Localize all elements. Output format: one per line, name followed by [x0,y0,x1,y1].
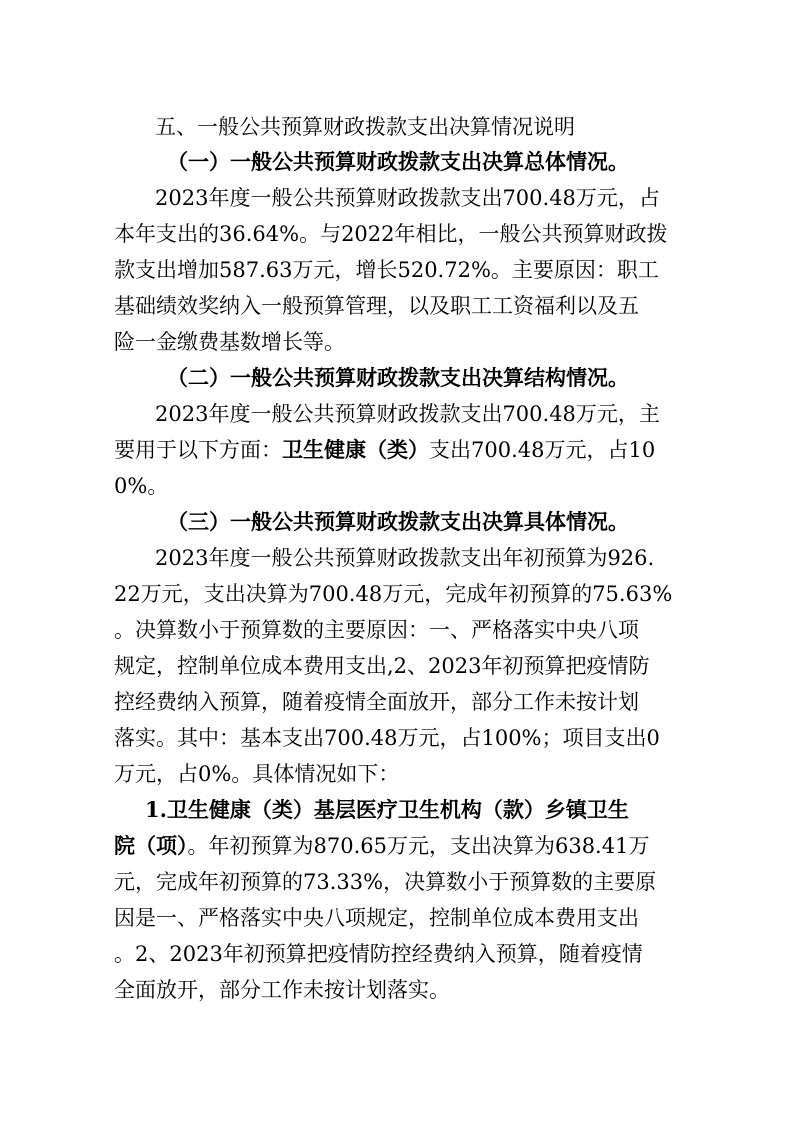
item-1-line: 全面放开，部分工作未按计划落实。 [114,978,450,1002]
item-1-text: 。年初预算为870.65万元，支出决算为638.41万 [187,834,650,858]
paragraph-3-line: 2023年度一般公共预算财政拨款支出年初预算为926. [155,546,655,570]
paragraph-3-line: 规定，控制单位成本费用支出,2、2023年初预算把疫情防 [114,654,650,678]
paragraph-3-line: 控经费纳入预算，随着疫情全面放开，部分工作未按计划 [114,690,639,714]
section-title: 五、一般公共预算财政拨款支出决算情况说明 [155,115,575,139]
paragraph-1-line: 本年支出的36.64%。与2022年相比，一般公共预算财政拨 [114,222,668,246]
item-1-line: 元，完成年初预算的73.33%，决算数小于预算数的主要原 [114,870,657,894]
paragraph-3-line: 。决算数小于预算数的主要原因：一、严格落实中央八项 [114,618,639,642]
paragraph-1-line: 险一金缴费基数增长等。 [114,330,345,354]
subsection-3-heading: （三）一般公共预算财政拨款支出决算具体情况。 [167,509,629,534]
item-1-line: 。2、2023年初预算把疫情防控经费纳入预算，随着疫情 [114,942,643,966]
paragraph-1-line: 2023年度一般公共预算财政拨款支出700.48万元，占 [155,186,660,210]
paragraph-2-text: 支出700.48万元，占10 [429,438,656,462]
category-health-label: 卫生健康（类） [282,437,429,462]
paragraph-3-line: 落实。其中：基本支出700.48万元，占100%；项目支出0 [114,726,660,750]
item-1-heading-cont: 院（项） [114,833,188,858]
paragraph-2-line: 0%。 [114,474,169,498]
item-1-line [114,831,714,861]
paragraph-1-line: 基础绩效奖纳入一般预算管理，以及职工工资福利以及五 [114,294,639,318]
paragraph-1-line: 款支出增加587.63万元，增长520.72%。主要原因：职工 [114,258,659,282]
paragraph-3-line: 万元，占0%。具体情况如下： [114,762,400,786]
item-1-line: 因是一、严格落实中央八项规定，控制单位成本费用支出 [114,906,639,930]
paragraph-2-line: 2023年度一般公共预算财政拨款支出700.48万元，主 [155,402,660,426]
subsection-2-heading: （二）一般公共预算财政拨款支出决算结构情况。 [167,365,629,390]
subsection-1-heading: （一）一般公共预算财政拨款支出决算总体情况。 [167,149,629,174]
paragraph-2-text: 要用于以下方面： [114,438,282,462]
paragraph-3-line: 22万元，支出决算为700.48万元，完成年初预算的75.63% [114,582,673,606]
item-1-heading: 1.卫生健康（类）基层医疗卫生机构（款）乡镇卫生 [145,797,629,822]
paragraph-2-line [114,435,714,465]
